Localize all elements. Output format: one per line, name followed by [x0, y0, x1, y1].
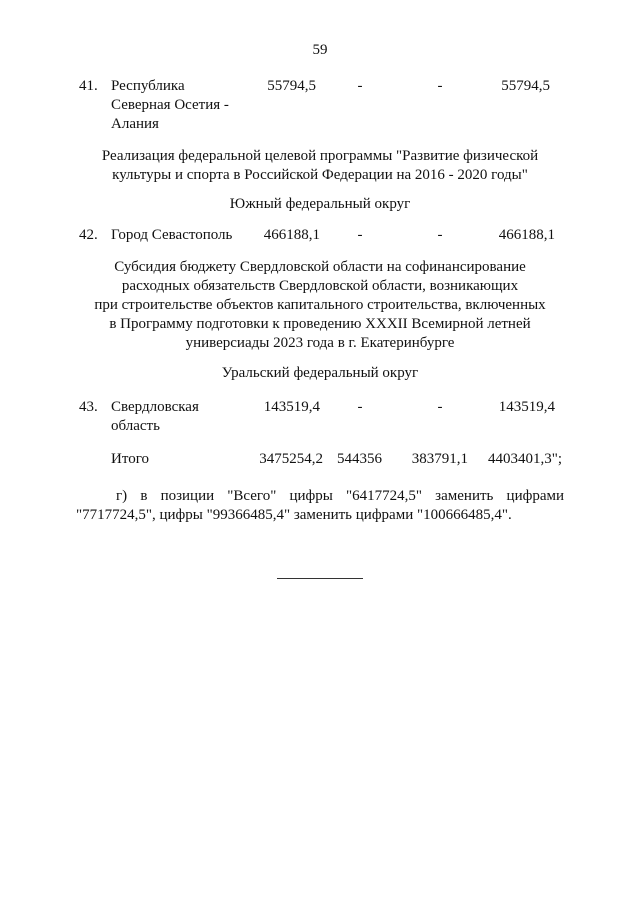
value-col-2: - — [357, 78, 363, 94]
closing-rule — [277, 578, 363, 579]
section-heading-line: Реализация федеральной целевой программы "Развитие физической — [101, 148, 539, 164]
section-heading-line: в Программу подготовки к проведению XXXII Всемирной летней — [109, 316, 531, 332]
total-value-3: 383791,1 — [411, 451, 468, 467]
section-heading-line: культуры и спорта в Российской Федерации на 2016 - 2020 годы" — [112, 167, 528, 183]
page-number: 59 — [312, 42, 328, 58]
section-heading-line: универсиады 2023 года в г. Екатеринбурге — [185, 335, 455, 351]
value-col-4: 55794,5 — [501, 78, 550, 94]
row-number: 41. — [79, 78, 98, 94]
row-name-line: Алания — [111, 116, 159, 132]
amendment-line: "7717724,5", цифры "99366485,4" заменить цифрами "100666485,4". — [76, 507, 512, 523]
total-value-4: 4403401,3"; — [488, 451, 563, 467]
district-heading: Уральский федеральный округ — [221, 365, 419, 381]
total-value-2: 544356 — [337, 451, 382, 467]
row-name-line: Свердловская — [111, 399, 199, 415]
total-label: Итого — [111, 451, 149, 467]
row-name-line: Город Севастополь — [111, 227, 233, 243]
section-heading-line: Субсидия бюджету Свердловской области на софинансирование — [114, 259, 526, 275]
amendment-line: г) в позиции "Всего" цифры "6417724,5" заменить цифрами — [116, 488, 564, 504]
row-name-line: Северная Осетия - — [111, 97, 229, 113]
section-heading-line: расходных обязательств Свердловской области, возникающих — [121, 278, 519, 294]
total-value-1: 3475254,2 — [259, 451, 323, 467]
value-col-4: 143519,4 — [498, 399, 555, 415]
value-col-1: 55794,5 — [267, 78, 316, 94]
district-heading: Южный федеральный округ — [229, 196, 411, 212]
value-col-2: - — [357, 227, 363, 243]
value-col-3: - — [437, 78, 443, 94]
section-heading-line: при строительстве объектов капитального строительства, включенных — [94, 297, 546, 313]
value-col-1: 466188,1 — [263, 227, 320, 243]
row-number: 43. — [79, 399, 98, 415]
row-name-line: Республика — [111, 78, 185, 94]
value-col-3: - — [437, 399, 443, 415]
value-col-3: - — [437, 227, 443, 243]
value-col-1: 143519,4 — [263, 399, 320, 415]
row-number: 42. — [79, 227, 98, 243]
value-col-2: - — [357, 399, 363, 415]
value-col-4: 466188,1 — [498, 227, 555, 243]
row-name-line: область — [111, 418, 160, 434]
